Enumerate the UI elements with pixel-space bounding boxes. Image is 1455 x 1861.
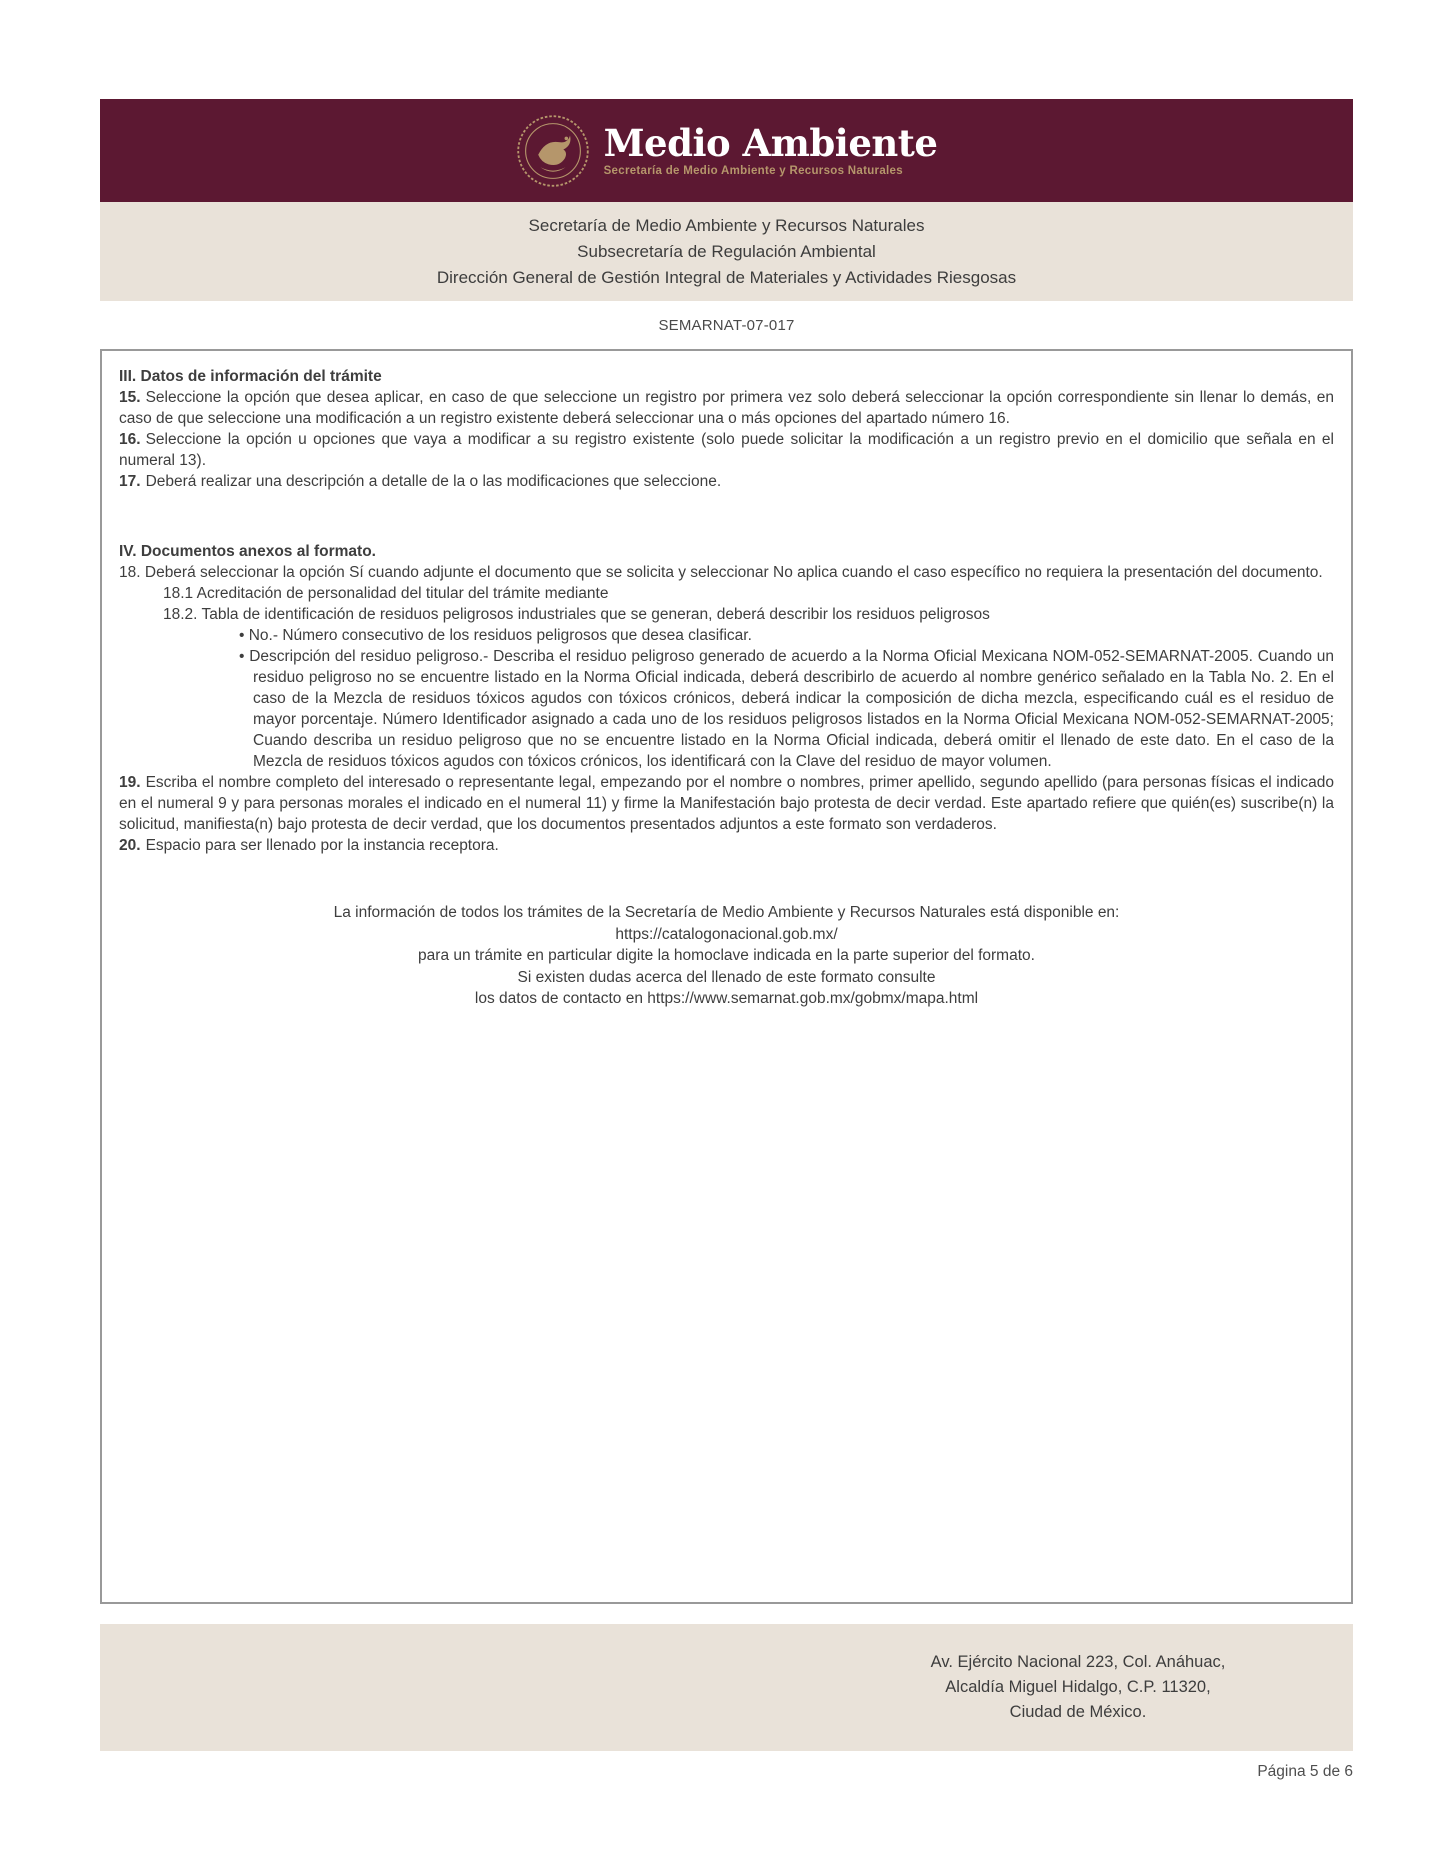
instruction-item-20: [119, 835, 1334, 856]
bullet-numero-consecutivo: • No.- Número consecutivo de los residuos peligrosos que desea clasificar.: [239, 625, 1334, 646]
org-header-band: [100, 202, 1353, 301]
semarnat-contact-url: los datos de contacto en https://www.semarnat.gob.mx/gobmx/mapa.html: [474, 990, 979, 1007]
footer-band: [100, 1624, 1353, 1751]
item-text: Deberá realizar una descripción a detalle de la o las modificaciones que seleccione.: [145, 473, 722, 490]
tramites-info-block: [119, 902, 1334, 1010]
catalogo-nacional-url: https://catalogonacional.gob.mx/: [615, 925, 838, 943]
instructions-box: [100, 349, 1353, 1604]
item-number: 18.: [119, 564, 141, 581]
instruction-item-18: [119, 562, 1334, 583]
brand-header-band: [100, 99, 1353, 202]
instruction-item-16: [119, 429, 1334, 471]
instruction-item-15: [119, 387, 1334, 429]
item-number: 16.: [119, 431, 141, 448]
logo-wordmark: Medio Ambiente: [603, 121, 938, 165]
logo-subtitle: Secretaría de Medio Ambiente y Recursos Naturales: [603, 165, 903, 177]
instruction-item-19: [119, 772, 1334, 835]
section-iv-title: IV. Documentos anexos al formato.: [119, 543, 376, 560]
item-text: Deberá seleccionar la opción Sí cuando adjunte el documento que se solicita y seleccionar No aplica cuando el caso específico no requiera la presentación del documento.: [144, 564, 1323, 581]
info-line: Si existen dudas acerca del llenado de este formato consulte: [517, 968, 936, 986]
item-number: 17.: [119, 473, 141, 490]
address-line-3: Ciudad de México.: [1009, 1703, 1147, 1721]
org-line-direccion: Dirección General de Gestión Integral de Materiales y Actividades Riesgosas: [436, 267, 1017, 287]
info-line: para un trámite en particular digite la homoclave indicada en la parte superior del formato.: [418, 947, 1035, 964]
section-iii-title: III. Datos de información del trámite: [119, 368, 382, 385]
residuos-bullet-list: [119, 625, 1334, 772]
instruction-item-17: [119, 471, 1334, 492]
bullet-descripcion-residuo: • Descripción del residuo peligroso.- Describa el residuo peligroso generado de acuerdo a la Norma Oficial Mexicana NOM-052-SEMARNAT-2005. Cuando un residuo peligroso no se encuentre listado en la Norma Oficial indicada, deberá describirlo de acuerdo al nombre genérico señalado en la Tabla No. 2. En el caso de la Mezcla de residuos tóxicos agudos con tóxicos crónicos, deberá indicar la composición de dicha mezcla, especificando cuál es el residuo de mayor porcentaje. Número Identificador asignado a cada uno de los residuos peligrosos listados en la Norma Oficial Mexicana NOM-052-SEMARNAT-2005; Cuando describa un residuo peligroso que no se encuentre listado en la Norma Oficial indicada, deberá omitir el llenado de este dato. En el caso de la Mezcla de residuos tóxicos agudos con tóxicos crónicos, los identificará con la Clave del residuo de mayor volumen.: [239, 646, 1334, 772]
page-number: Página 5 de 6: [1257, 1763, 1353, 1780]
item-number: 20.: [119, 837, 141, 854]
instruction-item-18-1: 18.1 Acreditación de personalidad del titular del trámite mediante: [163, 585, 609, 602]
office-address: [883, 1650, 1273, 1725]
item-text: Seleccione la opción que desea aplicar, en caso de que seleccione un registro por primera vez solo deberá seleccionar la opción correspondiente sin llenar lo demás, en caso de que seleccione una modificación a un registro existente deberá seleccionar una o más opciones del apartado número 16.: [119, 389, 1334, 427]
info-line: La información de todos los trámites de la Secretaría de Medio Ambiente y Recursos Naturales está disponible en:: [333, 904, 1120, 921]
instruction-item-18-2: 18.2. Tabla de identificación de residuos peligrosos industriales que se generan, deberá describir los residuos peligrosos: [163, 606, 990, 623]
org-line-subsecretaria: Subsecretaría de Regulación Ambiental: [577, 241, 876, 261]
item-text: Escriba el nombre completo del interesado o representante legal, empezando por el nombre o nombres, primer apellido, segundo apellido (para personas físicas el indicado en el numeral 9 y para personas morales el indicado en el numeral 11) y firme la Manifestación bajo protesta de decir verdad. Este apartado refiere que quién(es) suscribe(n) la solicitud, manifiesta(n) bajo protesta de decir verdad, que los documentos presentados adjuntos a este formato son verdaderos.: [119, 774, 1334, 833]
item-text: Espacio para ser llenado por la instancia receptora.: [145, 837, 499, 854]
item-number: 15.: [119, 389, 141, 406]
item-text: Seleccione la opción u opciones que vaya a modificar a su registro existente (solo puede solicitar la modificación a un registro previo en el domicilio que señala en el numeral 13).: [119, 431, 1334, 469]
form-homoclave: SEMARNAT-07-017: [658, 317, 795, 334]
item-number: 19.: [119, 774, 141, 791]
address-line-1: Av. Ejército Nacional 223, Col. Anáhuac,: [930, 1653, 1226, 1671]
mexico-coat-of-arms-icon: [516, 114, 590, 188]
medio-ambiente-logo: [516, 114, 938, 188]
address-line-2: Alcaldía Miguel Hidalgo, C.P. 11320,: [945, 1678, 1211, 1696]
org-line-secretaria: Secretaría de Medio Ambiente y Recursos Naturales: [528, 215, 925, 235]
